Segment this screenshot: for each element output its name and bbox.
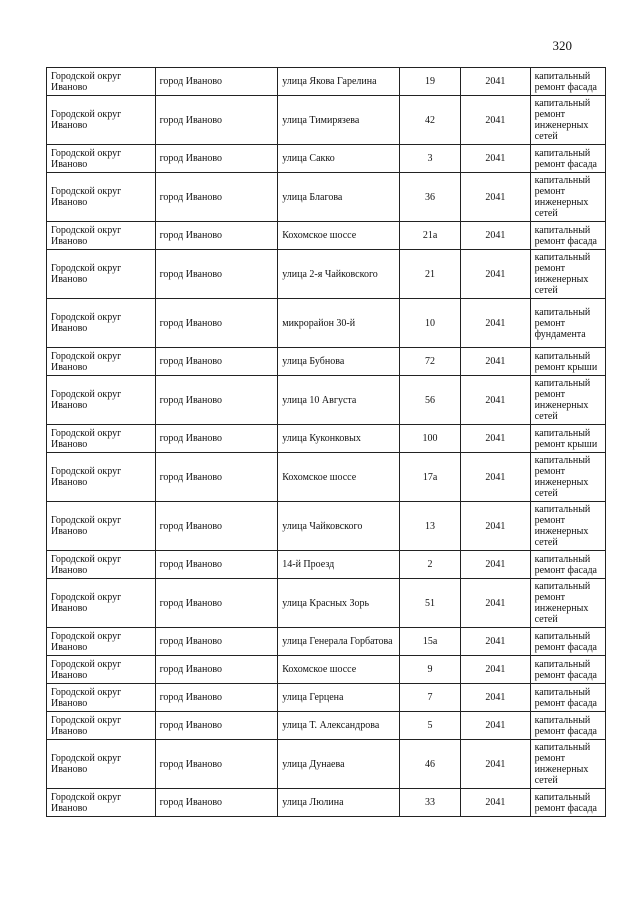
- cell-year: 2041: [461, 628, 530, 656]
- cell-okrug: Городской округ Иваново: [47, 68, 156, 96]
- cell-house: 51: [399, 579, 460, 628]
- cell-year: 2041: [461, 425, 530, 453]
- cell-okrug: Городской округ Иваново: [47, 173, 156, 222]
- cell-year: 2041: [461, 145, 530, 173]
- cell-work-type: капитальный ремонт инженерных сетей: [530, 502, 605, 551]
- table-row: [47, 656, 606, 684]
- cell-street: Кохомское шоссе: [278, 656, 400, 684]
- cell-street: улица Сакко: [278, 145, 400, 173]
- table-row: [47, 712, 606, 740]
- cell-city: город Иваново: [155, 656, 278, 684]
- table-row: [47, 173, 606, 222]
- cell-city: город Иваново: [155, 425, 278, 453]
- cell-okrug: Городской округ Иваново: [47, 425, 156, 453]
- page-number: 320: [552, 38, 572, 53]
- cell-okrug: Городской округ Иваново: [47, 96, 156, 145]
- cell-work-type: капитальный ремонт фасада: [530, 222, 605, 250]
- cell-street: Кохомское шоссе: [278, 222, 400, 250]
- cell-work-type: капитальный ремонт фасада: [530, 68, 605, 96]
- table-row: [47, 740, 606, 789]
- cell-house: 21: [399, 250, 460, 299]
- cell-year: 2041: [461, 376, 530, 425]
- cell-work-type: капитальный ремонт фасада: [530, 551, 605, 579]
- cell-street: 14-й Проезд: [278, 551, 400, 579]
- cell-city: город Иваново: [155, 628, 278, 656]
- cell-okrug: Городской округ Иваново: [47, 579, 156, 628]
- cell-year: 2041: [461, 173, 530, 222]
- cell-street: улица Тимирязева: [278, 96, 400, 145]
- cell-street: улица Герцена: [278, 684, 400, 712]
- cell-street: Кохомское шоссе: [278, 453, 400, 502]
- repair-schedule-table: [46, 67, 606, 817]
- cell-okrug: Городской округ Иваново: [47, 712, 156, 740]
- cell-street: улица Люлина: [278, 789, 400, 817]
- cell-house: 42: [399, 96, 460, 145]
- cell-year: 2041: [461, 68, 530, 96]
- cell-house: 15а: [399, 628, 460, 656]
- cell-okrug: Городской округ Иваново: [47, 684, 156, 712]
- cell-city: город Иваново: [155, 299, 278, 348]
- table-row: [47, 299, 606, 348]
- cell-street: улица Бубнова: [278, 348, 400, 376]
- cell-work-type: капитальный ремонт фасада: [530, 712, 605, 740]
- table-row: [47, 453, 606, 502]
- table-row: [47, 348, 606, 376]
- cell-city: город Иваново: [155, 348, 278, 376]
- cell-okrug: Городской округ Иваново: [47, 453, 156, 502]
- cell-okrug: Городской округ Иваново: [47, 348, 156, 376]
- cell-work-type: капитальный ремонт инженерных сетей: [530, 740, 605, 789]
- cell-work-type: капитальный ремонт фасада: [530, 684, 605, 712]
- cell-work-type: капитальный ремонт инженерных сетей: [530, 453, 605, 502]
- cell-street: улица Генерала Горбатова: [278, 628, 400, 656]
- cell-house: 10: [399, 299, 460, 348]
- cell-house: 7: [399, 684, 460, 712]
- cell-house: 9: [399, 656, 460, 684]
- cell-city: город Иваново: [155, 376, 278, 425]
- cell-year: 2041: [461, 656, 530, 684]
- cell-year: 2041: [461, 789, 530, 817]
- cell-okrug: Городской округ Иваново: [47, 376, 156, 425]
- cell-house: 2: [399, 551, 460, 579]
- cell-work-type: капитальный ремонт инженерных сетей: [530, 376, 605, 425]
- cell-city: город Иваново: [155, 789, 278, 817]
- cell-city: город Иваново: [155, 712, 278, 740]
- cell-work-type: капитальный ремонт инженерных сетей: [530, 173, 605, 222]
- cell-work-type: капитальный ремонт крыши: [530, 348, 605, 376]
- cell-work-type: капитальный ремонт фасада: [530, 656, 605, 684]
- cell-year: 2041: [461, 684, 530, 712]
- cell-house: 13: [399, 502, 460, 551]
- cell-city: город Иваново: [155, 173, 278, 222]
- cell-year: 2041: [461, 740, 530, 789]
- cell-house: 3: [399, 145, 460, 173]
- cell-city: город Иваново: [155, 684, 278, 712]
- cell-year: 2041: [461, 579, 530, 628]
- cell-house: 36: [399, 173, 460, 222]
- cell-street: улица Благова: [278, 173, 400, 222]
- cell-work-type: капитальный ремонт фундамента: [530, 299, 605, 348]
- table-row: [47, 222, 606, 250]
- cell-street: улица Якова Гарелина: [278, 68, 400, 96]
- cell-okrug: Городской округ Иваново: [47, 628, 156, 656]
- cell-city: город Иваново: [155, 222, 278, 250]
- cell-house: 5: [399, 712, 460, 740]
- cell-work-type: капитальный ремонт инженерных сетей: [530, 250, 605, 299]
- table-row: [47, 376, 606, 425]
- cell-house: 46: [399, 740, 460, 789]
- cell-street: улица Куконковых: [278, 425, 400, 453]
- cell-city: город Иваново: [155, 68, 278, 96]
- cell-okrug: Городской округ Иваново: [47, 250, 156, 299]
- cell-house: 56: [399, 376, 460, 425]
- cell-street: улица Красных Зорь: [278, 579, 400, 628]
- cell-work-type: капитальный ремонт фасада: [530, 789, 605, 817]
- cell-city: город Иваново: [155, 502, 278, 551]
- table-row: [47, 96, 606, 145]
- cell-year: 2041: [461, 348, 530, 376]
- cell-year: 2041: [461, 551, 530, 579]
- cell-house: 19: [399, 68, 460, 96]
- cell-city: город Иваново: [155, 579, 278, 628]
- cell-house: 72: [399, 348, 460, 376]
- cell-street: улица Дунаева: [278, 740, 400, 789]
- cell-city: город Иваново: [155, 740, 278, 789]
- cell-work-type: капитальный ремонт инженерных сетей: [530, 579, 605, 628]
- table-row: [47, 68, 606, 96]
- cell-street: улица Чайковского: [278, 502, 400, 551]
- cell-work-type: капитальный ремонт инженерных сетей: [530, 96, 605, 145]
- table-row: [47, 425, 606, 453]
- cell-year: 2041: [461, 250, 530, 299]
- cell-house: 33: [399, 789, 460, 817]
- table-row: [47, 579, 606, 628]
- cell-year: 2041: [461, 299, 530, 348]
- table-row: [47, 684, 606, 712]
- table-row: [47, 628, 606, 656]
- cell-house: 17а: [399, 453, 460, 502]
- cell-okrug: Городской округ Иваново: [47, 145, 156, 173]
- cell-year: 2041: [461, 222, 530, 250]
- cell-house: 100: [399, 425, 460, 453]
- cell-okrug: Городской округ Иваново: [47, 222, 156, 250]
- cell-city: город Иваново: [155, 96, 278, 145]
- cell-house: 21а: [399, 222, 460, 250]
- cell-work-type: капитальный ремонт фасада: [530, 145, 605, 173]
- cell-okrug: Городской округ Иваново: [47, 656, 156, 684]
- cell-city: город Иваново: [155, 551, 278, 579]
- cell-city: город Иваново: [155, 453, 278, 502]
- table-row: [47, 250, 606, 299]
- cell-work-type: капитальный ремонт фасада: [530, 628, 605, 656]
- cell-city: город Иваново: [155, 250, 278, 299]
- cell-street: микрорайон 30-й: [278, 299, 400, 348]
- cell-okrug: Городской округ Иваново: [47, 502, 156, 551]
- table-row: [47, 502, 606, 551]
- cell-street: улица 10 Августа: [278, 376, 400, 425]
- cell-city: город Иваново: [155, 145, 278, 173]
- cell-okrug: Городской округ Иваново: [47, 740, 156, 789]
- cell-okrug: Городской округ Иваново: [47, 299, 156, 348]
- cell-year: 2041: [461, 453, 530, 502]
- cell-year: 2041: [461, 712, 530, 740]
- table-row: [47, 789, 606, 817]
- cell-okrug: Городской округ Иваново: [47, 551, 156, 579]
- table-row: [47, 145, 606, 173]
- cell-year: 2041: [461, 96, 530, 145]
- cell-street: улица 2-я Чайковского: [278, 250, 400, 299]
- cell-okrug: Городской округ Иваново: [47, 789, 156, 817]
- cell-year: 2041: [461, 502, 530, 551]
- table-row: [47, 551, 606, 579]
- cell-work-type: капитальный ремонт крыши: [530, 425, 605, 453]
- cell-street: улица Т. Александрова: [278, 712, 400, 740]
